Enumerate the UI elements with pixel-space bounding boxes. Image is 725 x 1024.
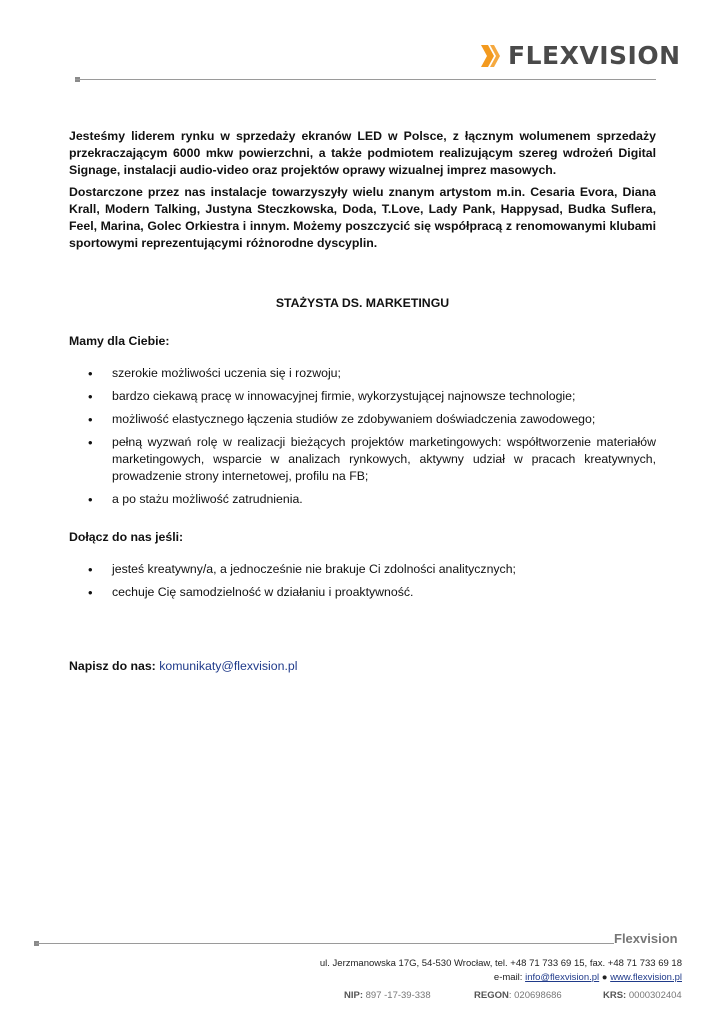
footer-website-link[interactable]: www.flexvision.pl: [610, 972, 682, 983]
contact-email-link[interactable]: komunikaty@flexvision.pl: [159, 659, 298, 673]
company-intro: [69, 128, 656, 257]
krs-field: [603, 990, 682, 1001]
offer-list: [69, 365, 656, 514]
header-divider: [75, 79, 656, 80]
company-logo: [480, 42, 681, 70]
intro-paragraph-2: Dostarczone przez nas instalacje towarzyszyły wielu znanym artystom m.in. Cesaria Evora, Diana Krall, Modern Talking, Justyna Steczkowska, Doda, T.Love, Lady Pank, Happysad, Budka Suflera, Feel, Marina, Golec Orkiestra i innym. Możemy poszczycić się współpracą z renomowanymi klubami sportowymi reprezentującymi różnorodne dyscyplin.: [69, 185, 656, 250]
list-item: • cechuje Cię samodzielność w działaniu i proaktywność.: [69, 584, 656, 601]
nip-label: NIP:: [344, 990, 363, 1001]
footer-address: [182, 957, 682, 970]
list-item: • pełną wyzwań rolę w realizacji bieżących projektów marketingowych: współtworzenie materiałów marketingowych, wsparcie w analizach rynkowych, aktywny udział w pracach kreatywnych, prowadzenie strony internetowej, profilu na FB;: [69, 434, 656, 485]
intro-paragraph-1: Jesteśmy liderem rynku w sprzedaży ekranów LED w Polsce, z łącznym wolumenem sprzedaży przekraczającym 6000 mkw powierzchni, a także podmiotem realizującym szereg wdrożeń Digital Signage, instalacji audio-video oraz projektów oprawy wizualnej imprez masowych.: [69, 129, 656, 177]
footer-links: [182, 971, 682, 984]
list-item: • a po stażu możliwość zatrudnienia.: [69, 491, 656, 508]
job-title: STAŻYSTA DS. MARKETINGU: [275, 296, 450, 310]
email-label: e-mail:: [493, 972, 523, 983]
list-item: • możliwość elastycznego łączenia studiów ze zdobywaniem doświadczenia zawodowego;: [69, 411, 656, 428]
contact-line: [69, 658, 297, 675]
contact-label: Napisz do nas:: [69, 659, 156, 673]
list-item: • szerokie możliwości uczenia się i rozwoju;: [69, 365, 656, 382]
separator-dot: ●: [601, 972, 608, 983]
krs-label: KRS:: [603, 990, 627, 1001]
requirements-heading: Dołącz do nas jeśli:: [69, 530, 184, 544]
offer-heading: Mamy dla Ciebie:: [69, 334, 170, 348]
list-item: • jesteś kreatywny/a, a jednocześnie nie brakuje Ci zdolności analitycznych;: [69, 561, 656, 578]
list-item: • bardzo ciekawą pracę w innowacyjnej firmie, wykorzystującej najnowsze technologie;: [69, 388, 656, 405]
nip-value: 897 -17-39-338: [365, 990, 431, 1001]
logo-text: FLEXVISION: [508, 41, 681, 70]
regon-value: : 020698686: [508, 990, 562, 1001]
regon-field: [474, 990, 562, 1001]
krs-value: 0000302404: [626, 990, 682, 1001]
footer-email-link[interactable]: info@flexvision.pl: [525, 972, 600, 983]
footer-brand: Flexvision: [614, 931, 678, 946]
requirements-list: [69, 561, 656, 607]
address-line: ul. Jerzmanowska 17G, 54-530 Wrocław, tel. +48 71 733 69 15, fax. +48 71 733 69 18: [319, 958, 682, 969]
regon-label: REGON: [474, 990, 509, 1001]
footer-divider: [36, 943, 614, 944]
flexvision-chevron-icon: [480, 43, 502, 69]
nip-field: [344, 990, 431, 1001]
